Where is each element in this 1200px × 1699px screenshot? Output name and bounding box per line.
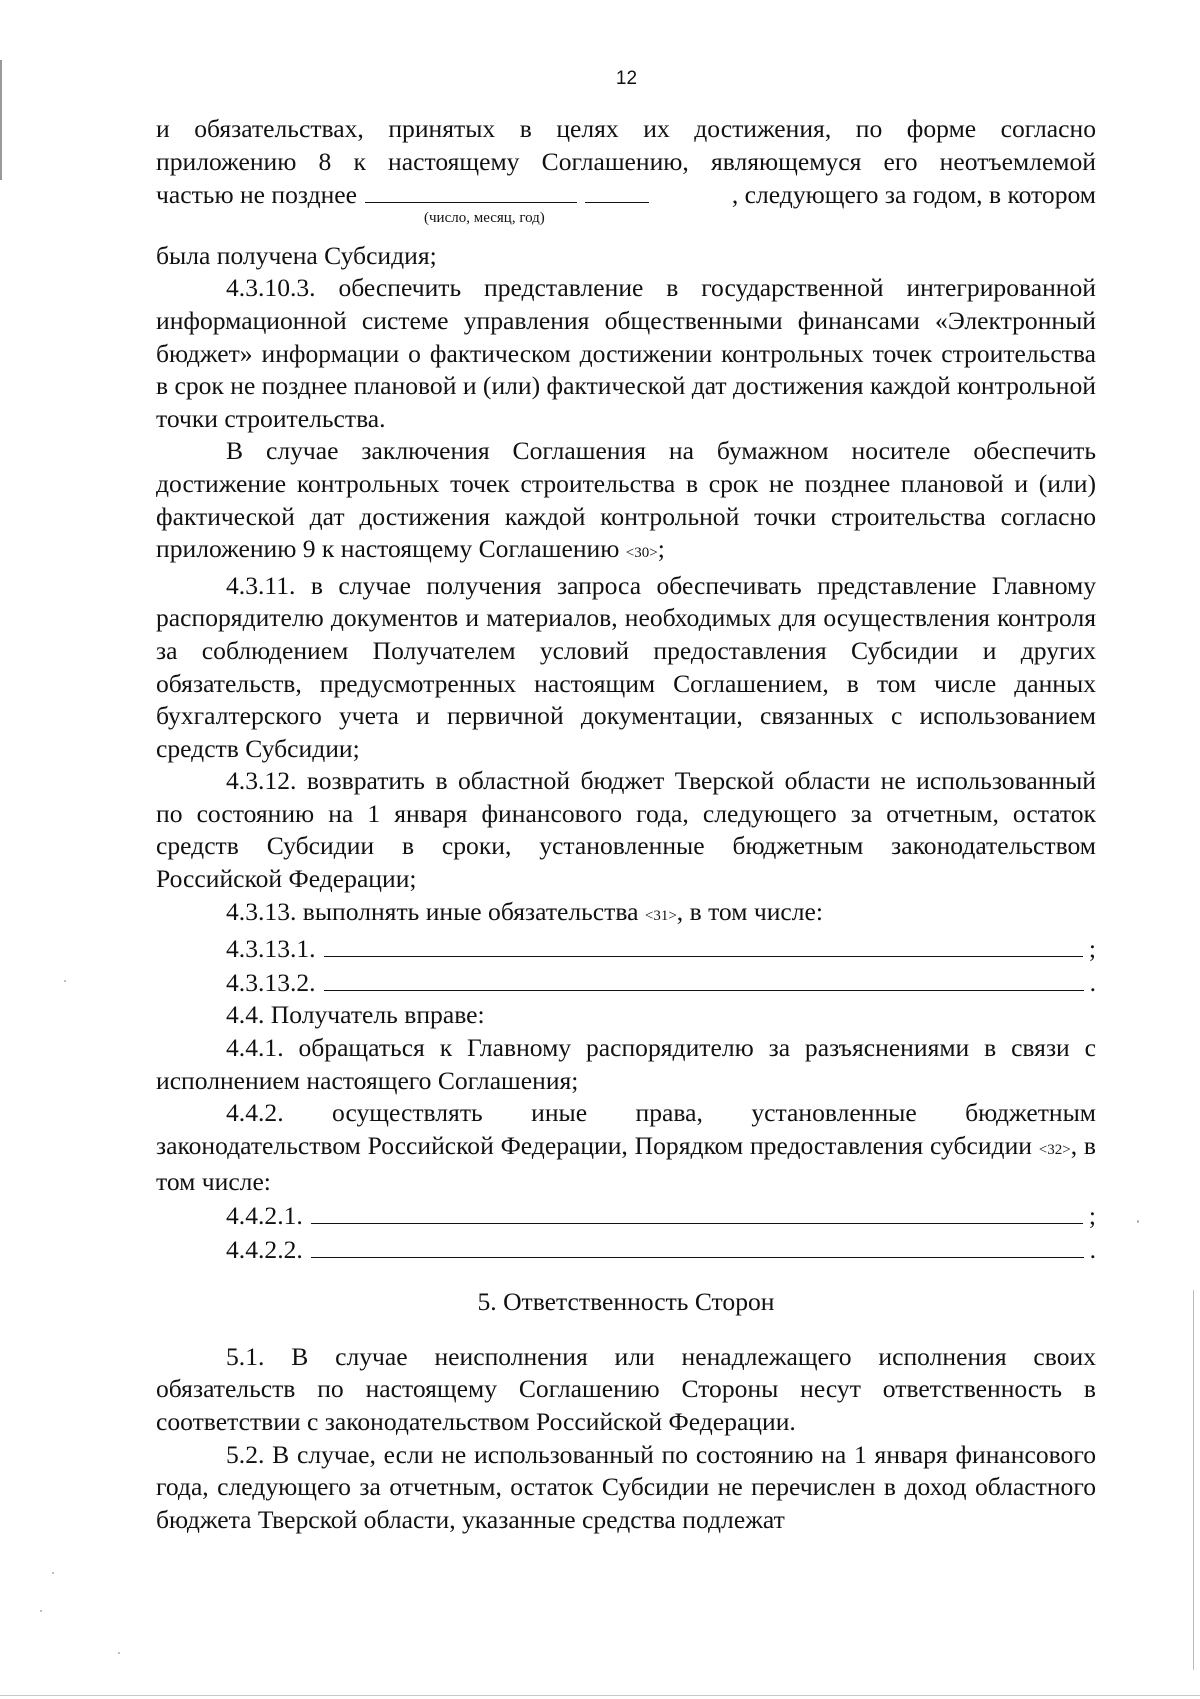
blank-line	[324, 932, 1083, 957]
blank-line	[311, 1233, 1084, 1258]
punctuation: .	[1089, 967, 1096, 997]
paragraph-5-1: 5.1. В случае неисполнения или ненадлежащего исполнения своих обязательств по настоящему Соглашению Стороны несут ответственность в соответствии с законодательством Российской Федерации.	[156, 1341, 1096, 1436]
paragraph-4-3-11: 4.3.11. в случае получения запроса обеспечивать представление Главному распорядителю документов и материалов, необходимых для осуществления контроля за соблюдением Получателем условий предоставления Субсидии и других обязательств, предусмотренных настоящим Соглашением, в том числе данных бухгалтерского учета и первичной документации, связанных с использованием средств Субсидии;	[156, 570, 1096, 763]
paragraph-4-4-2	[156, 1097, 1096, 1199]
paragraph-paper-carrier	[156, 435, 1096, 569]
item-number: 4.3.13.1.	[226, 934, 316, 964]
paragraph-text: , в том числе:	[676, 896, 823, 926]
paragraph-5-2: 5.2. В случае, если не использованный по состоянию на 1 января финансового года, следующего за отчетным, остаток Субсидии не перечислен в доход областного бюджета Тверской области, указанные средства подлежат	[156, 1439, 1096, 1534]
scan-speck	[1137, 1220, 1139, 1223]
paragraph-4-4-1: 4.4.1. обращаться к Главному распорядителю за разъяснениями в связи с исполнением настоящего Соглашения;	[156, 1033, 1096, 1095]
item-4-4-2-1	[156, 1199, 1096, 1233]
paragraph-4-3-12: 4.3.12. возвратить в областной бюджет Тверской области не использованный по состоянию на 1 января финансового года, следующего за отчетным, остаток средств Субсидии в сроки, установленные бюджетным законодательством Российской Федерации;	[156, 766, 1096, 894]
scan-speck	[118, 1652, 120, 1654]
deadline-text-end: , следующего за годом, в котором	[731, 180, 1096, 210]
footnote-ref: <32>	[1038, 1141, 1071, 1158]
deadline-text: частью не позднее	[156, 180, 358, 210]
paragraph-line: приложению 8 к настоящему Соглашению, являющемуся его неотъемлемой	[156, 146, 1096, 176]
punctuation: .	[1089, 1234, 1096, 1264]
paragraph-4-4: 4.4. Получатель вправе:	[226, 1000, 485, 1030]
paragraph-text: 4.4.2. осуществлять иные права, установленные бюджетным законодательством Российской Федерации, Порядком предоставления субсидии	[156, 1098, 1096, 1160]
punctuation: ;	[1088, 934, 1096, 964]
paragraph-line: была получена Субсидия;	[156, 240, 437, 270]
punctuation: ;	[1088, 1201, 1096, 1230]
item-4-3-13-1	[156, 932, 1096, 966]
scan-edge-right	[1193, 1290, 1194, 1670]
page-number: 12	[615, 68, 638, 89]
paragraph-text: , в том числе:	[156, 1130, 1096, 1197]
blank-line	[311, 1199, 1083, 1224]
item-number: 4.3.13.2.	[226, 967, 316, 997]
blank-line	[324, 966, 1084, 991]
scan-edge-bottom	[0, 1695, 1200, 1696]
punctuation: ;	[657, 534, 665, 564]
scan-speck	[64, 980, 66, 982]
year-blank	[585, 178, 649, 203]
document-body	[156, 113, 1096, 1536]
deadline-line	[156, 178, 1096, 212]
item-number: 4.4.2.1.	[226, 1201, 303, 1230]
date-blank	[365, 178, 577, 203]
paragraph-text: В случае заключения Соглашения на бумажном носителе обеспечить достижение контрольных точек строительства в срок не позднее плановой и (или) фактической дат достижения каждой контрольной точки строительства согласно приложению 9 к настоящему Соглашению	[156, 436, 1096, 564]
paragraph-4-3-13	[156, 896, 1096, 933]
section-title: 5. Ответственность Сторон	[477, 1287, 775, 1317]
item-4-4-2-2	[156, 1233, 1096, 1267]
blank-caption: (число, месяц, год)	[424, 209, 545, 226]
paragraph-4-3-10-3: 4.3.10.3. обеспечить представление в государственной интегрированной информационной системе управления общественными финансами «Электронный бюджет» информации о фактическом достижении контрольных точек строительства в срок не позднее плановой и (или) фактической дат достижения каждой контрольной точки строительства.	[156, 273, 1096, 433]
item-4-3-13-2	[156, 966, 1096, 1000]
item-number: 4.4.2.2.	[226, 1234, 303, 1264]
paragraph-line: и обязательствах, принятых в целях их достижения, по форме согласно	[156, 114, 1096, 143]
footnote-ref: <31>	[644, 907, 677, 924]
scan-speck	[52, 1572, 54, 1574]
scan-speck	[40, 1610, 42, 1612]
paragraph-text: 4.3.13. выполнять иные обязательства	[226, 896, 639, 926]
footnote-ref: <30>	[625, 545, 658, 562]
